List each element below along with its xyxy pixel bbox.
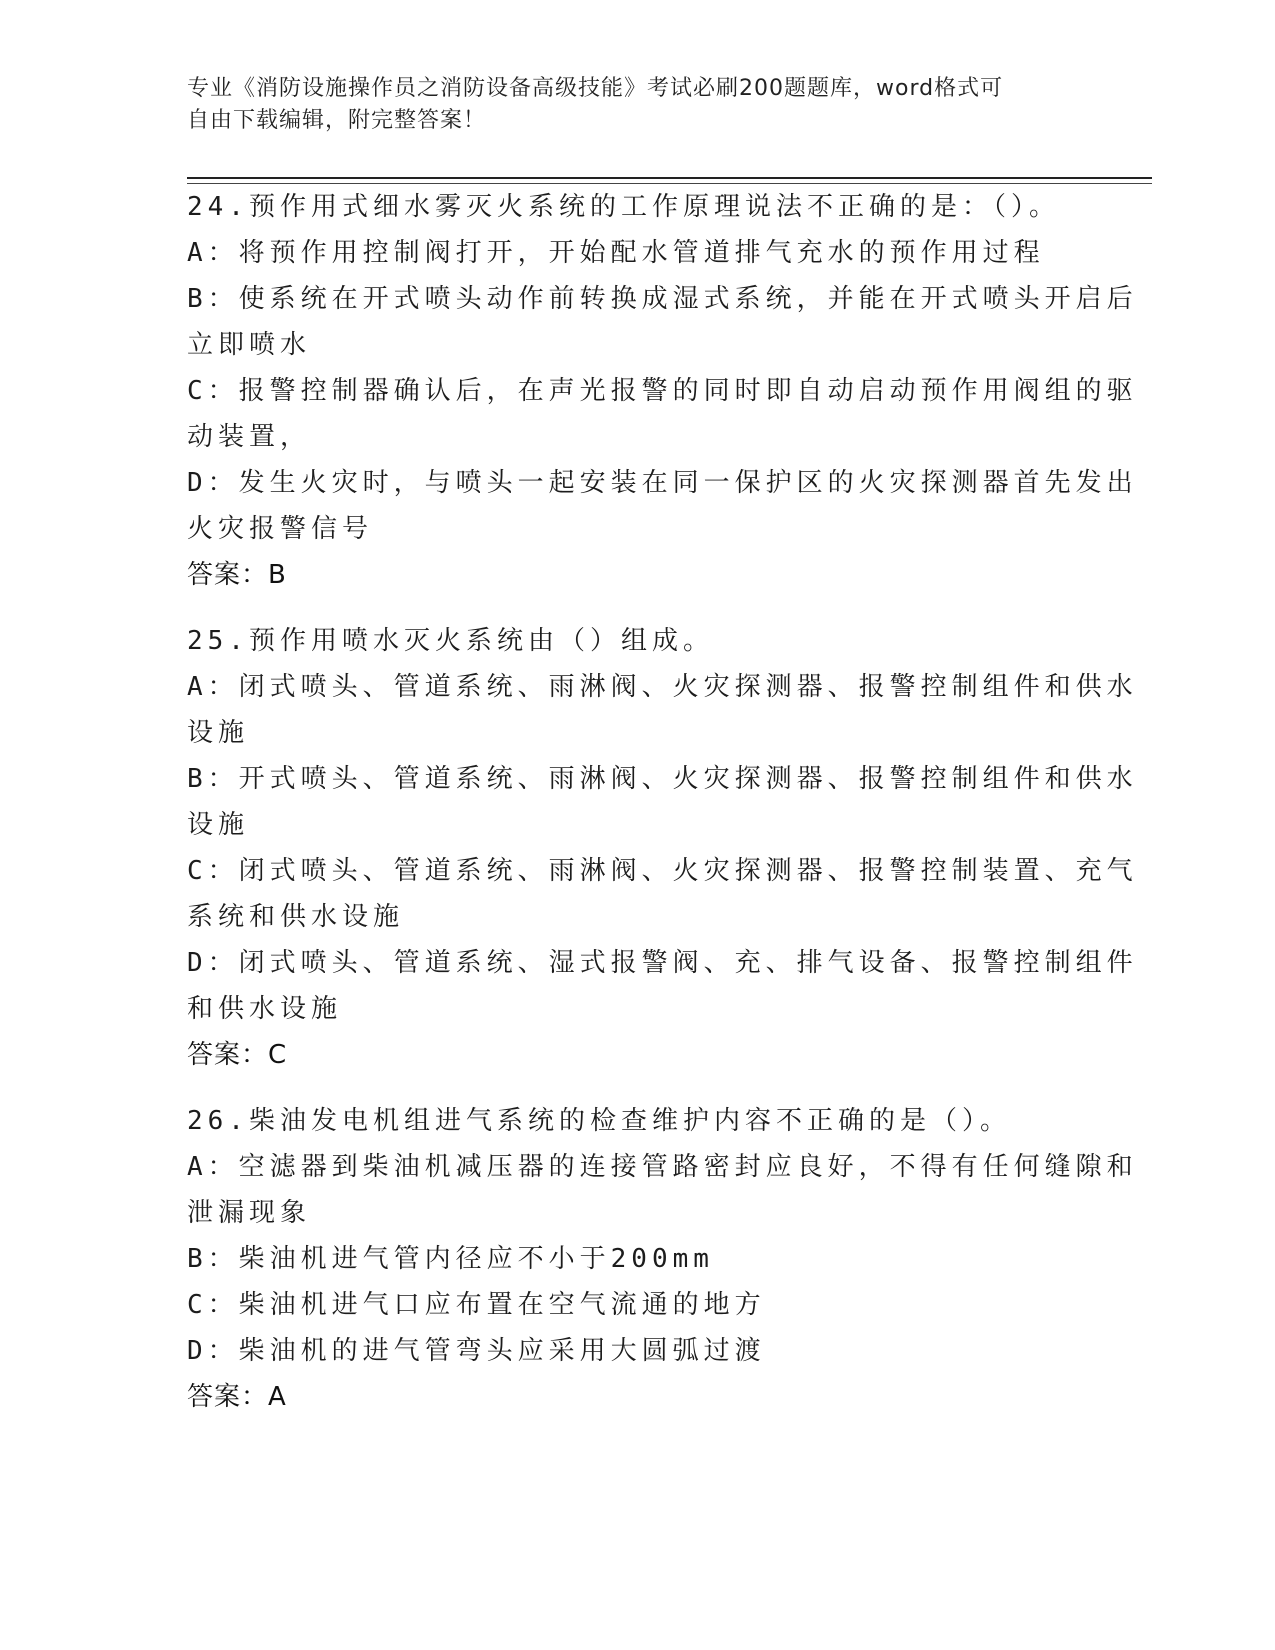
- answer: 答案：C: [187, 1040, 288, 1070]
- option-a-cont: 泄漏现象: [187, 1198, 312, 1228]
- option-d-cont: 火灾报警信号: [187, 514, 374, 544]
- option-c: C：柴油机进气口应布置在空气流通的地方: [187, 1290, 766, 1320]
- option-b: B：开式喷头、管道系统、雨淋阀、火灾探测器、报警控制组件和供水: [187, 764, 1138, 794]
- header-divider: [187, 177, 1152, 179]
- answer: 答案：A: [187, 1382, 287, 1412]
- header-line: 自由下载编辑，附完整答案！: [187, 108, 487, 133]
- option-c: C：闭式喷头、管道系统、雨淋阀、火灾探测器、报警控制装置、充气: [187, 856, 1138, 886]
- option-c: C：报警控制器确认后，在声光报警的同时即自动启动预作用阀组的驱: [187, 376, 1138, 406]
- option-c-cont: 动装置，: [187, 422, 312, 452]
- option-d: D：柴油机的进气管弯头应采用大圆弧过渡: [187, 1336, 766, 1366]
- question-24: [187, 184, 1138, 598]
- header-line: 专业《消防设施操作员之消防设备高级技能》考试必刷200题题库，word格式可: [187, 76, 1004, 101]
- option-d: D：闭式喷头、管道系统、湿式报警阀、充、排气设备、报警控制组件: [187, 948, 1138, 978]
- answer: 答案：B: [187, 560, 287, 590]
- option-a-cont: 设施: [187, 718, 250, 748]
- question-stem: 25.预作用喷水灭火系统由（）组成。: [187, 626, 714, 656]
- option-b-cont: 立即喷水: [187, 330, 312, 360]
- option-b-cont: 设施: [187, 810, 250, 840]
- question-stem: 26.柴油发电机组进气系统的检查维护内容不正确的是（）。: [187, 1106, 1011, 1136]
- question-25: [187, 618, 1138, 1078]
- option-b: B：使系统在开式喷头动作前转换成湿式系统，并能在开式喷头开启后: [187, 284, 1138, 314]
- option-c-cont: 系统和供水设施: [187, 902, 405, 932]
- option-b: B：柴油机进气管内径应不小于200mm: [187, 1244, 714, 1274]
- document-header: [187, 73, 1067, 137]
- option-d: D：发生火灾时，与喷头一起安装在同一保护区的火灾探测器首先发出: [187, 468, 1138, 498]
- option-a: A：将预作用控制阀打开，开始配水管道排气充水的预作用过程: [187, 238, 1045, 268]
- option-d-cont: 和供水设施: [187, 994, 343, 1024]
- option-a: A：闭式喷头、管道系统、雨淋阀、火灾探测器、报警控制组件和供水: [187, 672, 1138, 702]
- question-stem: 24.预作用式细水雾灭火系统的工作原理说法不正确的是：（）。: [187, 192, 1060, 222]
- question-26: [187, 1098, 1138, 1420]
- option-a: A：空滤器到柴油机减压器的连接管路密封应良好，不得有任何缝隙和: [187, 1152, 1138, 1182]
